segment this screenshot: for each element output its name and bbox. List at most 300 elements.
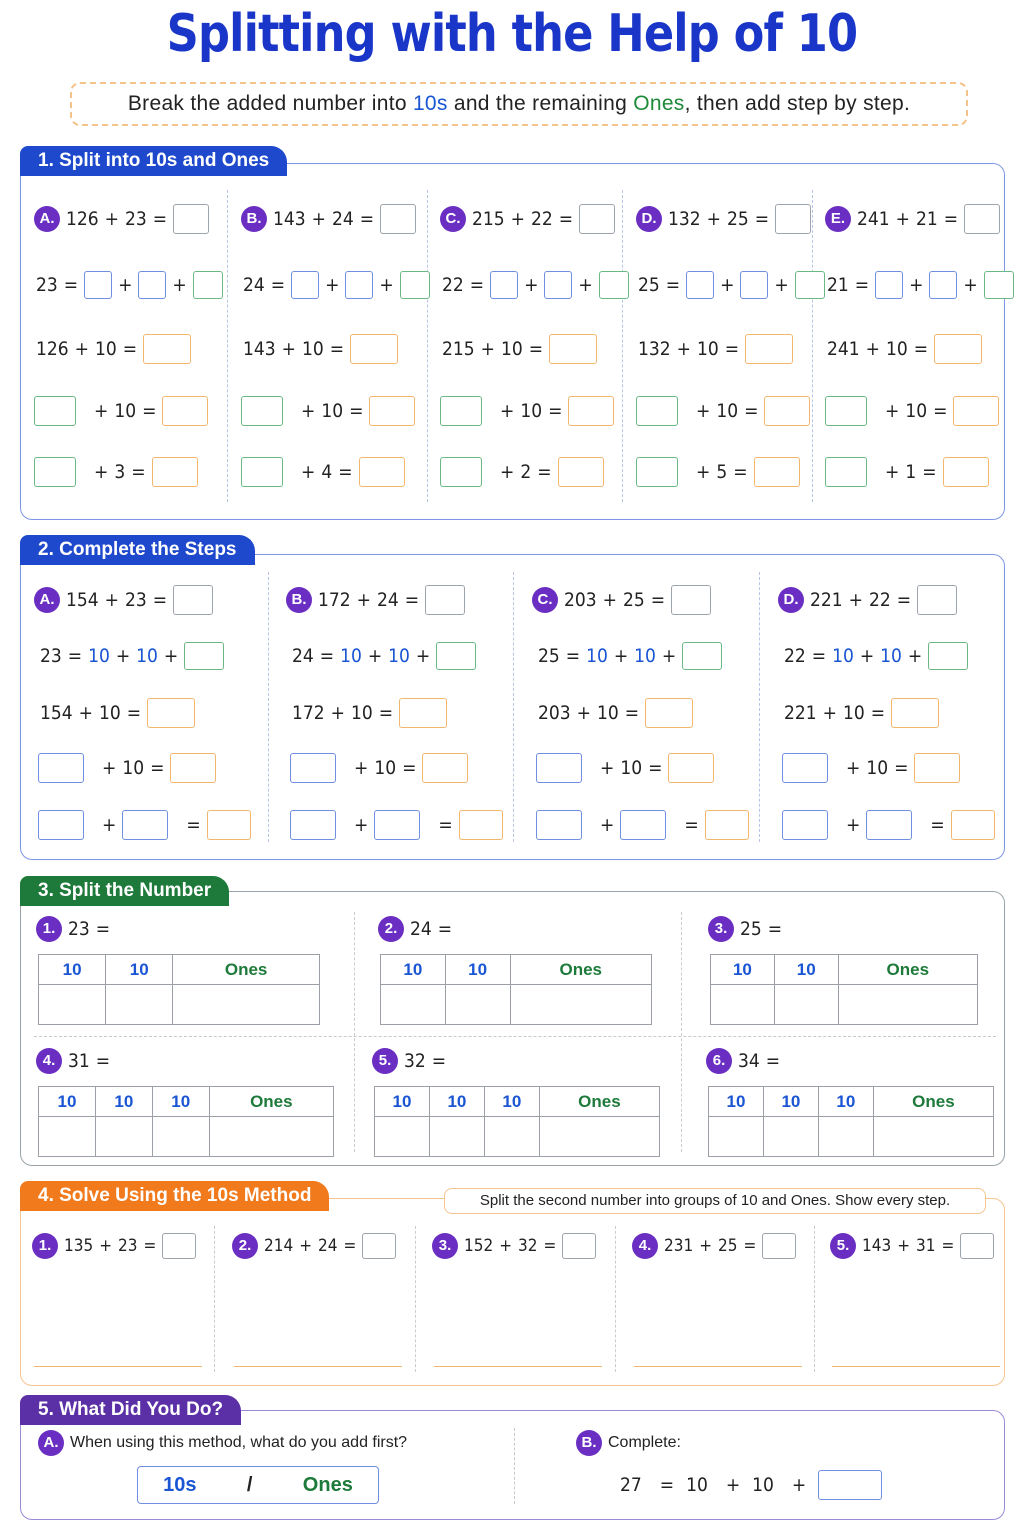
answer-cell[interactable]	[484, 1117, 539, 1157]
plus-sign: +	[600, 814, 615, 836]
plus-sign: +	[524, 274, 539, 296]
split-table[interactable]	[710, 954, 978, 1025]
plus-sign: +	[897, 1236, 911, 1256]
number: 25	[740, 918, 762, 940]
answer-box[interactable]	[740, 271, 768, 299]
number: 32	[404, 1050, 426, 1072]
equals-sign: =	[537, 461, 552, 483]
answer-box[interactable]	[400, 271, 430, 299]
equation-line	[782, 810, 1001, 840]
ones-header: Ones	[873, 1087, 993, 1117]
number: 23	[124, 208, 147, 230]
number: 10	[596, 702, 619, 724]
answer-box[interactable]	[671, 585, 711, 615]
column-divider	[214, 1226, 215, 1372]
number: 24	[292, 645, 314, 667]
answer-box[interactable]	[825, 457, 867, 487]
badge: 2.	[378, 916, 404, 942]
equation-line	[440, 204, 621, 234]
answer-box[interactable]	[440, 457, 482, 487]
badge: 6.	[706, 1048, 732, 1074]
tens-value: 10	[88, 645, 110, 667]
answer-box[interactable]	[549, 334, 597, 364]
plus-sign: +	[499, 1236, 513, 1256]
plus-sign: +	[99, 1236, 113, 1256]
answer-cell[interactable]	[381, 985, 446, 1025]
equation-line	[243, 334, 404, 364]
ones-header: Ones	[838, 955, 977, 985]
answer-box[interactable]	[668, 753, 714, 783]
number: 10	[716, 400, 739, 422]
tens-header: 10	[445, 955, 510, 985]
equation-line	[241, 457, 411, 487]
section-2-title: 2. Complete the Steps	[20, 535, 255, 565]
ones-header: Ones	[209, 1087, 333, 1117]
choice-tens[interactable]: 10s	[163, 1473, 197, 1496]
work-line[interactable]	[234, 1366, 402, 1367]
choice-ones[interactable]: Ones	[302, 1473, 353, 1496]
equation-line	[292, 642, 482, 670]
answer-box[interactable]	[686, 271, 714, 299]
equation-line	[784, 698, 945, 728]
number: 25	[718, 1236, 738, 1256]
answer-cell[interactable]	[774, 985, 838, 1025]
work-line[interactable]	[34, 1366, 202, 1367]
answer-box[interactable]	[544, 271, 572, 299]
answer-cell[interactable]	[429, 1117, 484, 1157]
answer-box[interactable]	[143, 334, 191, 364]
answer-cell[interactable]	[818, 1117, 873, 1157]
plus-sign: +	[600, 757, 615, 779]
equals-sign: =	[733, 461, 748, 483]
plus-sign: +	[602, 589, 617, 611]
split-table[interactable]	[38, 1086, 334, 1157]
answer-box[interactable]	[745, 334, 793, 364]
equals-sign: =	[743, 1236, 757, 1256]
equals-sign: =	[624, 702, 640, 724]
answer-box[interactable]	[917, 585, 957, 615]
equation-line	[632, 1233, 802, 1259]
number: 172	[318, 589, 351, 611]
answer-cell[interactable]	[711, 985, 775, 1025]
answer-cell[interactable]	[106, 985, 173, 1025]
equation-line	[38, 810, 257, 840]
question-b	[576, 1430, 687, 1456]
split-table[interactable]	[380, 954, 652, 1025]
tens-value: 10	[388, 645, 410, 667]
number: 10	[98, 702, 121, 724]
answer-box[interactable]	[380, 204, 416, 234]
answer-box[interactable]	[359, 457, 405, 487]
column-divider	[415, 1226, 416, 1372]
column-divider	[227, 190, 228, 502]
number: 24	[331, 208, 354, 230]
number: 203	[538, 702, 571, 724]
answer-cell[interactable]	[375, 1117, 430, 1157]
answer-box[interactable]	[291, 271, 319, 299]
tens-header: 10	[381, 955, 446, 985]
page-title: Splitting with the Help of 10	[166, 4, 858, 64]
answer-box[interactable]	[241, 457, 283, 487]
equation-line	[440, 396, 620, 426]
number: 214	[264, 1236, 294, 1256]
answer-cell[interactable]	[39, 985, 106, 1025]
answer-cell[interactable]	[152, 1117, 209, 1157]
answer-box[interactable]	[568, 396, 614, 426]
answer-cell[interactable]	[510, 985, 652, 1025]
plus-sign: +	[720, 274, 735, 296]
answer-box[interactable]	[369, 396, 415, 426]
equals-sign: =	[359, 208, 375, 230]
answer-box[interactable]	[536, 810, 582, 840]
answer-box[interactable]	[422, 753, 468, 783]
answer-box[interactable]	[173, 204, 209, 234]
equals-sign: =	[152, 589, 168, 611]
answer-box[interactable]	[764, 396, 810, 426]
number: 154	[40, 702, 73, 724]
equation-line	[241, 204, 422, 234]
tens-value: 10	[880, 645, 902, 667]
equals-sign: =	[870, 702, 886, 724]
answer-box[interactable]	[162, 1233, 196, 1259]
answer-box[interactable]	[290, 753, 336, 783]
number: 34	[738, 1050, 760, 1072]
plus-sign: +	[885, 461, 900, 483]
answer-cell[interactable]	[763, 1117, 818, 1157]
equation-line	[536, 810, 755, 840]
choice-slash: /	[246, 1473, 253, 1496]
equation-line	[36, 334, 197, 364]
equals-sign: =	[431, 1050, 447, 1072]
plus-sign: +	[661, 645, 677, 667]
equals-sign: =	[744, 400, 759, 422]
plus-sign: +	[94, 400, 109, 422]
equation-line	[290, 810, 509, 840]
equation-line	[782, 753, 966, 783]
tens-header: 10	[763, 1087, 818, 1117]
answer-box[interactable]	[241, 396, 283, 426]
column-divider	[513, 572, 514, 842]
equation-line	[706, 1048, 786, 1074]
number: 10	[686, 1474, 708, 1496]
split-table[interactable]	[708, 1086, 994, 1157]
plus-sign: +	[102, 757, 117, 779]
answer-box[interactable]	[122, 810, 168, 840]
equals-sign: =	[152, 208, 168, 230]
answer-box[interactable]	[705, 810, 749, 840]
number: 143	[273, 208, 306, 230]
equals-sign: =	[329, 338, 345, 360]
work-line[interactable]	[832, 1366, 1000, 1367]
answer-box[interactable]	[953, 396, 999, 426]
number: 32	[518, 1236, 538, 1256]
number: 10	[842, 702, 865, 724]
question-b-equation	[620, 1470, 888, 1500]
answer-box[interactable]	[645, 698, 693, 728]
tens-header: 10	[39, 955, 106, 985]
answer-box[interactable]	[425, 585, 465, 615]
equation-line	[825, 204, 1006, 234]
plus-sign: +	[325, 274, 340, 296]
equals-sign: =	[319, 645, 335, 667]
number: 215	[442, 338, 475, 360]
answer-box[interactable]	[38, 810, 84, 840]
answer-box[interactable]	[875, 271, 903, 299]
answer-box[interactable]	[964, 204, 1000, 234]
plus-sign: +	[102, 814, 117, 836]
answer-box[interactable]	[562, 1233, 596, 1259]
equation-line	[292, 698, 453, 728]
number: 27	[620, 1474, 642, 1496]
answer-box[interactable]	[345, 271, 373, 299]
equals-sign: =	[122, 338, 138, 360]
equals-sign: =	[854, 274, 870, 296]
answer-box[interactable]	[636, 457, 678, 487]
question-b-label: Complete:	[608, 1434, 681, 1451]
plus-sign: +	[885, 400, 900, 422]
answer-box[interactable]	[362, 1233, 396, 1259]
answer-cell[interactable]	[209, 1117, 333, 1157]
equals-sign: =	[438, 814, 453, 836]
badge: 1.	[36, 916, 62, 942]
equation-line	[34, 396, 214, 426]
answer-box[interactable]	[558, 457, 604, 487]
equals-sign: =	[404, 589, 420, 611]
number: 203	[564, 589, 597, 611]
number: 215	[472, 208, 505, 230]
answer-box[interactable]	[782, 810, 828, 840]
split-table[interactable]	[38, 954, 320, 1025]
number: 25	[538, 645, 560, 667]
number: 2	[520, 461, 532, 483]
answer-cell[interactable]	[39, 1117, 96, 1157]
plus-sign: +	[822, 702, 837, 724]
equation-line	[638, 334, 799, 364]
answer-box[interactable]	[599, 271, 629, 299]
plus-sign: +	[846, 757, 861, 779]
equals-sign: =	[67, 645, 83, 667]
answer-box[interactable]	[536, 753, 582, 783]
instructions: Break the added number into 10s and the remaining Ones, then add step by step.	[70, 82, 968, 126]
answer-box[interactable]	[825, 396, 867, 426]
equation-line	[36, 271, 229, 299]
answer-box[interactable]	[490, 271, 518, 299]
equals-sign: =	[469, 274, 485, 296]
number: 3	[114, 461, 126, 483]
answer-box[interactable]	[960, 1233, 994, 1259]
equation-line	[638, 271, 831, 299]
plus-sign: +	[895, 208, 910, 230]
equals-sign: =	[270, 274, 286, 296]
plus-sign: +	[963, 274, 978, 296]
number: 23	[36, 274, 58, 296]
answer-box[interactable]	[754, 457, 800, 487]
plus-sign: +	[578, 274, 593, 296]
column-divider	[814, 1226, 815, 1372]
answer-box[interactable]	[762, 1233, 796, 1259]
answer-box[interactable]	[782, 753, 828, 783]
equals-sign: =	[894, 757, 909, 779]
plus-sign: +	[909, 274, 924, 296]
answer-choice-box[interactable]	[137, 1466, 379, 1504]
answer-box[interactable]	[173, 585, 213, 615]
answer-box[interactable]	[620, 810, 666, 840]
answer-box[interactable]	[193, 271, 223, 299]
answer-box[interactable]	[818, 1470, 882, 1500]
equals-sign: =	[142, 400, 157, 422]
number: 10	[520, 400, 543, 422]
answer-box[interactable]	[951, 810, 995, 840]
answer-cell[interactable]	[173, 985, 320, 1025]
answer-box[interactable]	[184, 642, 224, 670]
answer-box[interactable]	[436, 642, 476, 670]
equation-line	[827, 271, 1020, 299]
number: 31	[916, 1236, 936, 1256]
answer-box[interactable]	[943, 457, 989, 487]
equals-sign: =	[131, 461, 146, 483]
number: 24	[410, 918, 432, 940]
equals-sign: =	[941, 1236, 955, 1256]
answer-box[interactable]	[775, 204, 811, 234]
answer-box[interactable]	[350, 334, 398, 364]
number: 172	[292, 702, 325, 724]
work-line[interactable]	[634, 1366, 802, 1367]
answer-box[interactable]	[682, 642, 722, 670]
plus-sign: +	[172, 274, 187, 296]
answer-box[interactable]	[38, 753, 84, 783]
number: 10	[866, 757, 889, 779]
column-divider	[427, 190, 428, 502]
work-line[interactable]	[434, 1366, 602, 1367]
answer-box[interactable]	[34, 396, 76, 426]
equals-sign: =	[402, 757, 417, 779]
answer-box[interactable]	[84, 271, 112, 299]
plus-sign: +	[696, 400, 711, 422]
section-3-title: 3. Split the Number	[20, 876, 229, 906]
answer-box[interactable]	[934, 334, 982, 364]
equals-sign: =	[765, 1050, 781, 1072]
ones-header: Ones	[539, 1087, 659, 1117]
number: 25	[726, 208, 749, 230]
answer-box[interactable]	[459, 810, 503, 840]
plus-sign: +	[311, 208, 326, 230]
number: 143	[243, 338, 276, 360]
number: 22	[784, 645, 806, 667]
equation-line	[825, 396, 1005, 426]
answer-box[interactable]	[914, 753, 960, 783]
answer-box[interactable]	[579, 204, 615, 234]
answer-box[interactable]	[138, 271, 166, 299]
equals-sign: =	[665, 274, 681, 296]
answer-box[interactable]	[891, 698, 939, 728]
equals-sign: =	[548, 400, 563, 422]
answer-box[interactable]	[795, 271, 825, 299]
section-4-title: 4. Solve Using the 10s Method	[20, 1181, 329, 1211]
badge: 4.	[36, 1048, 62, 1074]
equation-line	[372, 1048, 452, 1074]
answer-box[interactable]	[636, 396, 678, 426]
equals-sign: =	[558, 208, 574, 230]
answer-cell[interactable]	[709, 1117, 764, 1157]
column-divider	[354, 912, 355, 1152]
answer-cell[interactable]	[838, 985, 977, 1025]
column-divider	[615, 1226, 616, 1372]
equation-line	[232, 1233, 402, 1259]
answer-box[interactable]	[170, 753, 216, 783]
equals-sign: =	[378, 702, 394, 724]
column-divider	[622, 190, 623, 502]
answer-cell[interactable]	[539, 1117, 659, 1157]
answer-box[interactable]	[207, 810, 251, 840]
plus-sign: +	[163, 645, 179, 667]
badge: 1.	[32, 1233, 58, 1259]
badge: B.	[241, 206, 267, 232]
plus-sign: +	[356, 589, 371, 611]
number: 25	[622, 589, 645, 611]
equals-sign: =	[684, 814, 699, 836]
plus-sign: +	[281, 338, 296, 360]
tens-header: 10	[709, 1087, 764, 1117]
tens-header: 10	[375, 1087, 430, 1117]
number: 24	[243, 274, 265, 296]
answer-cell[interactable]	[873, 1117, 993, 1157]
number: 152	[464, 1236, 494, 1256]
equals-sign: =	[565, 645, 581, 667]
answer-box[interactable]	[147, 698, 195, 728]
plus-sign: +	[94, 461, 109, 483]
number: 23	[68, 918, 90, 940]
answer-box[interactable]	[290, 810, 336, 840]
number: 132	[638, 338, 671, 360]
answer-cell[interactable]	[445, 985, 510, 1025]
equals-sign: =	[913, 338, 929, 360]
answer-box[interactable]	[162, 396, 208, 426]
split-table[interactable]	[374, 1086, 660, 1157]
answer-box[interactable]	[929, 271, 957, 299]
equation-line	[825, 457, 995, 487]
equals-sign: =	[543, 1236, 557, 1256]
plus-sign: +	[354, 814, 369, 836]
equation-line	[442, 334, 603, 364]
equation-line	[34, 204, 215, 234]
equals-sign: =	[896, 589, 912, 611]
answer-box[interactable]	[374, 810, 420, 840]
number: 1	[905, 461, 917, 483]
number: 10	[301, 338, 324, 360]
answer-box[interactable]	[34, 457, 76, 487]
answer-box[interactable]	[152, 457, 198, 487]
answer-box[interactable]	[928, 642, 968, 670]
plus-sign: +	[74, 338, 89, 360]
plus-sign: +	[500, 461, 515, 483]
answer-box[interactable]	[440, 396, 482, 426]
answer-box[interactable]	[399, 698, 447, 728]
section-5-title: 5. What Did You Do?	[20, 1395, 241, 1425]
equation-line	[38, 753, 222, 783]
number: 154	[66, 589, 99, 611]
equation-line	[378, 916, 458, 942]
answer-cell[interactable]	[95, 1117, 152, 1157]
column-divider	[681, 912, 682, 1152]
answer-box[interactable]	[866, 810, 912, 840]
number: 241	[857, 208, 890, 230]
plus-sign: +	[379, 274, 394, 296]
plus-sign: +	[859, 645, 875, 667]
number: 22	[530, 208, 553, 230]
answer-box[interactable]	[984, 271, 1014, 299]
equals-sign: =	[95, 1050, 111, 1072]
equation-line	[432, 1233, 602, 1259]
